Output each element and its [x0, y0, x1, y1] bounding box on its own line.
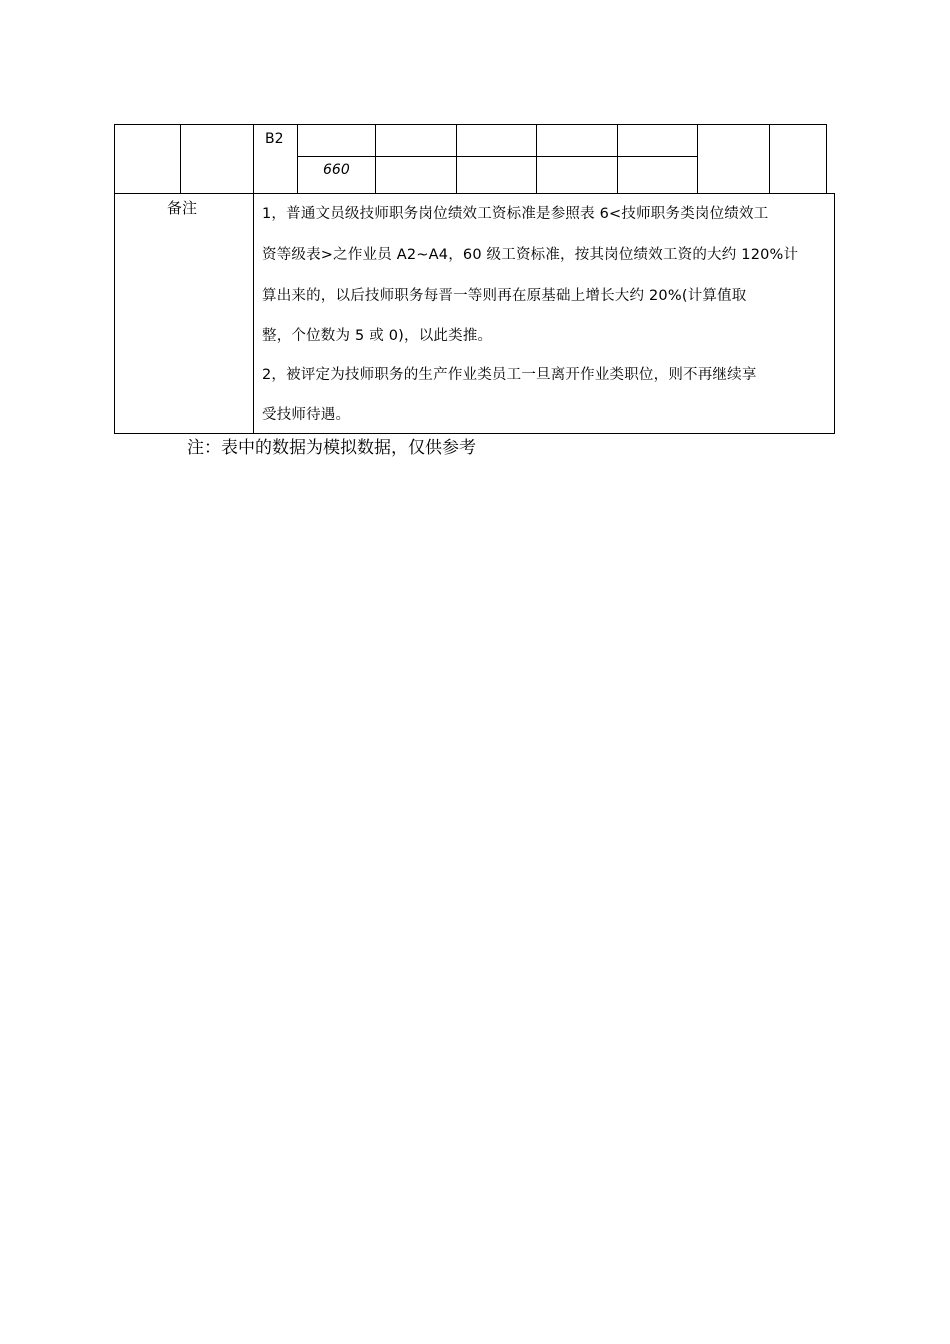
- remark-line: 受技师待遇。: [262, 407, 351, 423]
- col-line-2: [180, 124, 181, 194]
- remark-line: 算出来的，以后技师职务每晋一等则再在原基础上增长大约 20%(计算值取: [262, 288, 747, 304]
- remark-label: 备注: [167, 199, 198, 217]
- remark-right-border: [834, 193, 835, 434]
- grade-value-cell: 660: [323, 162, 350, 178]
- table-top-border: [114, 124, 827, 125]
- remark-line: 整，个位数为 5 或 0)，以此类推。: [262, 328, 493, 344]
- col-line-7: [536, 124, 537, 194]
- col-line-5: [375, 124, 376, 194]
- remark-line: 1，普通文员级技师职务岗位绩效工资标准是参照表 6<技师职务类岗位绩效工: [262, 206, 769, 222]
- footnote: 注：表中的数据为模拟数据，仅供参考: [187, 438, 476, 458]
- col-line-11: [826, 124, 827, 194]
- remark-line: 资等级表>之作业员 A2~A4，60 级工资标准，按其岗位绩效工资的大约 120%计: [262, 247, 799, 263]
- remark-content: [262, 194, 832, 434]
- col-line-8: [617, 124, 618, 194]
- row-divider: [297, 156, 697, 157]
- grade-code-cell: B2: [265, 131, 284, 147]
- col-line-9: [697, 124, 698, 194]
- col-line-6: [456, 124, 457, 194]
- col-line-1: [114, 124, 115, 434]
- remark-line: 2，被评定为技师职务的生产作业类员工一旦离开作业类职位，则不再继续享: [262, 367, 757, 383]
- col-line-3: [253, 124, 254, 434]
- col-line-10: [769, 124, 770, 194]
- col-line-4: [297, 124, 298, 194]
